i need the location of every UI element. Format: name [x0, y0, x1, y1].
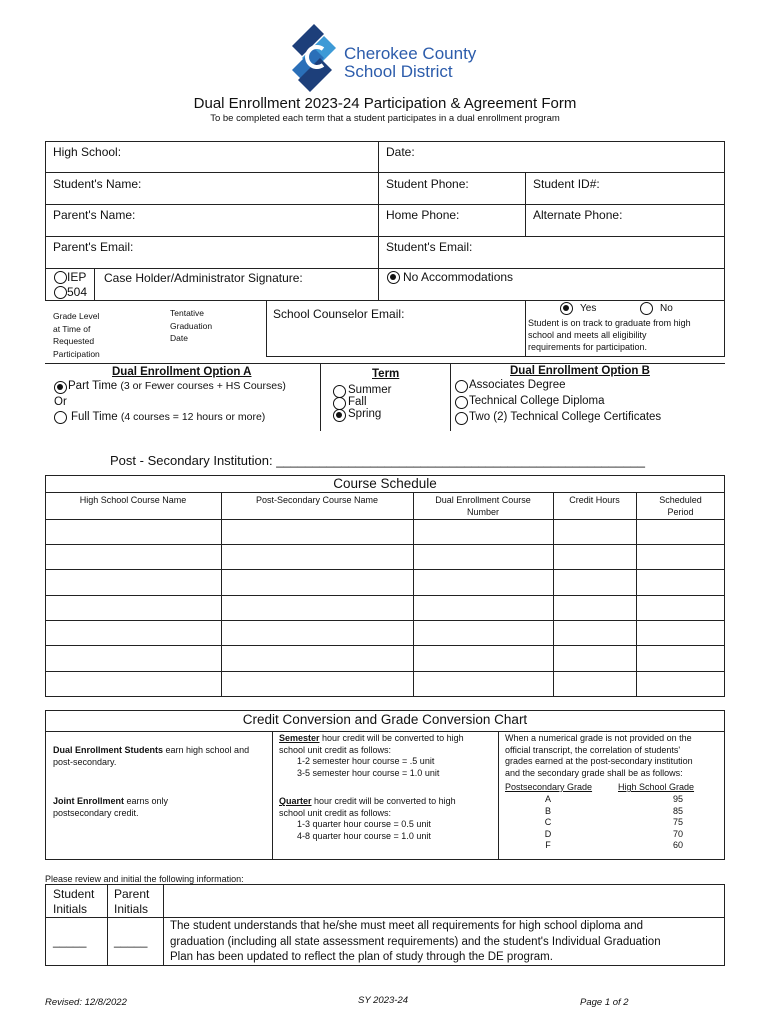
summer-label: Summer [348, 384, 392, 396]
diploma-label: Technical College Diploma [469, 395, 605, 407]
yes-label: Yes [580, 303, 597, 314]
form-subtitle: To be completed each term that a student participates in a dual enrollment program [210, 113, 560, 124]
joint-enrollment-note: Joint Enrollment earns only postsecondary credit. [53, 796, 169, 818]
504-radio[interactable] [54, 286, 67, 299]
high-school-field[interactable]: High School: [53, 145, 122, 159]
student-phone-field[interactable]: Student Phone: [386, 177, 469, 191]
option-b-title: Dual Enrollment Option B [510, 365, 650, 377]
counselor-email-field[interactable]: School Counselor Email: [273, 307, 405, 321]
conversion-title: Credit Conversion and Grade Conversion Chart [242, 712, 528, 727]
table-row[interactable] [45, 595, 725, 596]
table-row[interactable] [45, 569, 725, 570]
col-ps-course-name: Post-Secondary Course Name [255, 495, 379, 505]
parent-name-field[interactable]: Parent's Name: [53, 208, 136, 222]
school-year: SY 2023-24 [358, 995, 409, 1006]
grade-level-label: Grade Level at Time of Requested Participation [53, 311, 100, 359]
associates-radio[interactable] [455, 380, 468, 393]
part-time-radio[interactable] [54, 381, 67, 394]
course-schedule-table [45, 475, 725, 697]
tentative-graduation-label: Tentative Graduation Date [170, 308, 213, 343]
parent-initials-header: Parent Initials [114, 887, 150, 916]
col-hs-course-name: High School Course Name [79, 495, 187, 505]
diploma-radio[interactable] [455, 396, 468, 409]
form-title: Dual Enrollment 2023-24 Participation & Agreement Form [193, 95, 577, 112]
parent-initials-field[interactable]: _____ [114, 934, 148, 948]
col-de-course-number: Dual Enrollment Course Number [435, 495, 531, 517]
fall-label: Fall [348, 396, 367, 408]
dual-enrollment-note: Dual Enrollment Students earn high school and post-secondary. [53, 745, 250, 767]
full-time-label: Full Time (4 courses = 12 hours or more) [71, 411, 266, 423]
table-row[interactable] [45, 544, 725, 545]
revised-date: Revised: 12/8/2022 [45, 997, 127, 1008]
col-credit-hours: Credit Hours [569, 495, 620, 505]
col-scheduled-period: Scheduled Period [659, 495, 702, 517]
post-secondary-institution-field[interactable]: Post - Secondary Institution: ___________________________________________________ [110, 453, 645, 468]
certificates-radio[interactable] [455, 412, 468, 425]
student-name-field[interactable]: Student's Name: [53, 177, 142, 191]
quarter-conversion: Quarter hour credit will be converted to high school unit credit as follows: 1-3 quarter hour course = 0.5 unit 4-8 quarter hour course = 1.0 unit [279, 796, 456, 841]
alternate-phone-field[interactable]: Alternate Phone: [533, 208, 623, 222]
spring-label: Spring [348, 408, 382, 420]
student-initials-field[interactable]: _____ [53, 934, 87, 948]
course-schedule-title: Course Schedule [333, 476, 437, 491]
ps-grade-header: Postsecondary Grade [505, 782, 593, 792]
on-track-no-radio[interactable] [640, 302, 653, 315]
spring-radio[interactable] [333, 409, 346, 422]
parent-email-field[interactable]: Parent's Email: [53, 240, 134, 254]
date-field[interactable]: Date: [386, 145, 415, 159]
semester-conversion: Semester hour credit will be converted to high school unit credit as follows: 1-2 semester hour course = .5 unit 3-5 semester hour course = 1.0 unit [279, 733, 464, 778]
iep-radio[interactable] [54, 271, 67, 284]
student-id-field[interactable]: Student ID#: [533, 177, 600, 191]
student-email-field[interactable]: Student's Email: [386, 240, 473, 254]
table-row[interactable] [45, 671, 725, 672]
no-accommodations-radio[interactable] [387, 271, 400, 284]
option-a-title: Dual Enrollment Option A [112, 366, 252, 378]
table-row[interactable] [45, 620, 725, 621]
district-logo [292, 24, 342, 92]
no-accommodations-label: No Accommodations [403, 270, 514, 284]
home-phone-field[interactable]: Home Phone: [386, 208, 460, 222]
504-label: 504 [67, 285, 88, 299]
logo-mark-icon [292, 24, 342, 92]
initials-statement: The student understands that he/she must meet all requirements for high school diploma and graduation (including all state assessment requirements) and the student's Individual Graduation Plan has been updated to reflect the plan of study through the DE program. [170, 920, 661, 963]
case-holder-signature-field[interactable]: Case Holder/Administrator Signature: [104, 271, 303, 285]
iep-label: IEP [67, 270, 87, 284]
or-label: Or [54, 396, 67, 408]
associates-label: Associates Degree [469, 379, 566, 391]
grade-row: 95 85 75 70 60 [672, 794, 683, 850]
part-time-label: Part Time (3 or Fewer courses + HS Courses) [68, 380, 286, 392]
student-initials-header: Student Initials [53, 887, 95, 916]
on-track-statement: Student is on track to graduate from high school and meets all eligibility requirements for participation. [528, 318, 691, 352]
initials-instruction: Please review and initial the following information: [45, 874, 244, 884]
logo-line-2: School District [344, 62, 453, 81]
on-track-yes-radio[interactable] [560, 302, 573, 315]
full-time-radio[interactable] [54, 411, 67, 424]
grade-row: A B C D F [544, 794, 552, 850]
hs-grade-header: High School Grade [618, 782, 695, 792]
logo-line-1: Cherokee County [344, 44, 477, 63]
page-number: Page 1 of 2 [580, 997, 629, 1008]
table-row[interactable] [45, 645, 725, 646]
no-label: No [660, 303, 673, 314]
grade-conversion-text: When a numerical grade is not provided on the official transcript, the correlation of students' grades earned at the post-secondary institution and the secondary grade shall be as follows: [505, 733, 693, 778]
term-title: Term [372, 368, 400, 380]
certificates-label: Two (2) Technical College Certificates [469, 411, 662, 423]
